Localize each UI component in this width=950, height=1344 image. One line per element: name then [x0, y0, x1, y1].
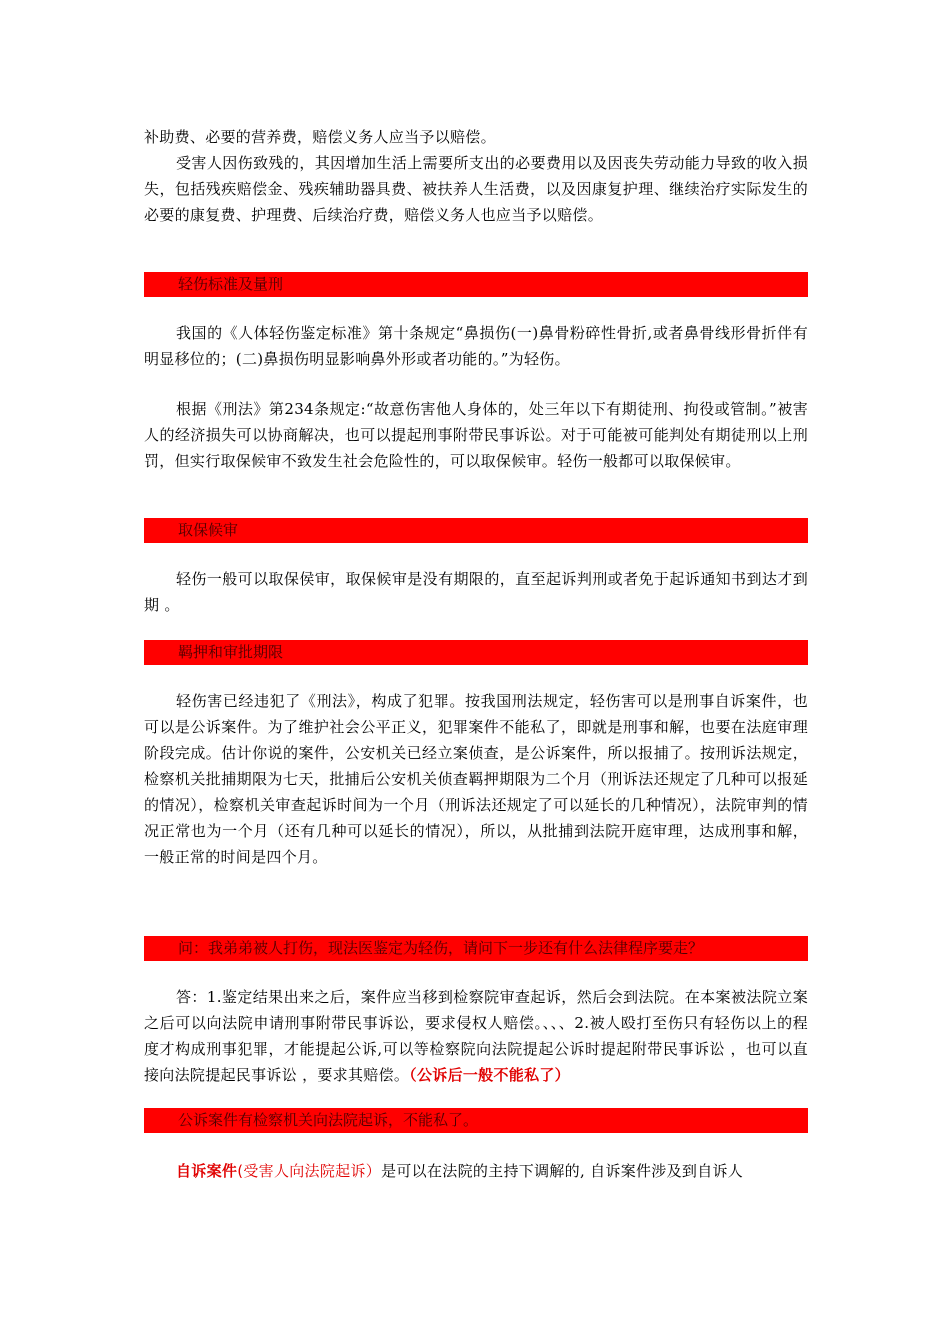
section-header-minor-injury-standard: 轻伤标准及量刑 [144, 272, 808, 297]
paragraph-block-5 [144, 688, 808, 870]
paragraph-bail-period: 轻伤一般可以取保侯审，取保候审是没有期限的，直至起诉判刑或者免于起诉通知书到达才到期 。 [144, 570, 808, 614]
paragraph-block-6 [144, 984, 808, 1088]
paragraph-disability-compensation: 受害人因伤致残的，其因增加生活上需要所支出的必要费用以及因丧失劳动能力导致的收入损失，包括残疾赔偿金、残疾辅助器具费、被扶养人生活费，以及因康复护理、继续治疗实际发生的必要的康复费、护理费、后续治疗费，赔偿义务人也应当予以赔偿。 [144, 154, 808, 224]
private-prosecution-note: (受害人向法院起诉） [237, 1162, 382, 1180]
paragraph-answer [144, 984, 808, 1088]
section-header-question: 问：我弟弟被人打伤，现法医鉴定为轻伤，请问下一步还有什么法律程序要走？ [144, 936, 808, 961]
paragraph-injury-standard: 我国的《人体轻伤鉴定标准》第十条规定“鼻损伤(一)鼻骨粉碎性骨折,或者鼻骨线形骨折伴有明显移位的；(二)鼻损伤明显影响鼻外形或者功能的。”为轻伤。 [144, 324, 808, 368]
private-prosecution-text: 是可以在法院的主持下调解的, 自诉案件涉及到自诉人 [381, 1162, 744, 1180]
paragraph-continuation: 补助费、必要的营养费，赔偿义务人应当予以赔偿。 [144, 128, 496, 146]
paragraph-private-prosecution [144, 1158, 808, 1184]
paragraph-criminal-law-234: 根据《刑法》第234条规定:“故意伤害他人身体的，处三年以下有期徒刑、拘役或管制。”被害人的经济损失可以协商解决，也可以提起刑事附带民事诉讼。对于可能被可能判处有期徒刑以上刑罚，但实行取保候审不致发生社会危险性的，可以取保候审。轻伤一般都可以取保候审。 [144, 400, 808, 470]
paragraph-block-1 [144, 124, 808, 228]
answer-text: 答：1.鉴定结果出来之后，案件应当移到检察院审查起诉，然后会到法院。在本案被法院立案之后可以向法院申请刑事附带民事诉讼，要求侵权人赔偿。、、、2.被人殴打至伤只有轻伤以上的程度才构成刑事犯罪，才能提起公诉,可以等检察院向法院提起公诉时提起附带民事诉讼 ，也可以直接向法院提起民事诉讼 ，要求其赔偿。 [144, 988, 808, 1084]
answer-emphasis: （公诉后一般不能私了） [409, 1066, 570, 1084]
section-header-detention-period: 羁押和审批期限 [144, 640, 808, 665]
paragraph-block-7 [144, 1158, 808, 1184]
section-header-bail: 取保候审 [144, 518, 808, 543]
paragraph-block-2 [144, 320, 808, 372]
paragraph-detention-timeline: 轻伤害已经违犯了《刑法》，构成了犯罪。按我国刑法规定，轻伤害可以是刑事自诉案件，也可以是公诉案件。为了维护社会公平正义，犯罪案件不能私了，即就是刑事和解，也要在法庭审理阶段完成。估计你说的案件，公安机关已经立案侦查，是公诉案件，所以报捕了。按刑诉法规定，检察机关批捕期限为七天，批捕后公安机关侦查羁押期限为二个月（刑诉法还规定了几种可以报延的情况），检察机关审查起诉时间为一个月（刑诉法还规定了可以延长的几种情况），法院审判的情况正常也为一个月（还有几种可以延长的情况），所以，从批捕到法院开庭审理，达成刑事和解，一般正常的时间是四个月。 [144, 692, 808, 866]
paragraph-block-4 [144, 566, 808, 618]
private-prosecution-term: 自诉案件 [176, 1162, 238, 1180]
section-header-public-prosecution: 公诉案件有检察机关向法院起诉，不能私了。 [144, 1108, 808, 1133]
paragraph-block-3 [144, 396, 808, 474]
